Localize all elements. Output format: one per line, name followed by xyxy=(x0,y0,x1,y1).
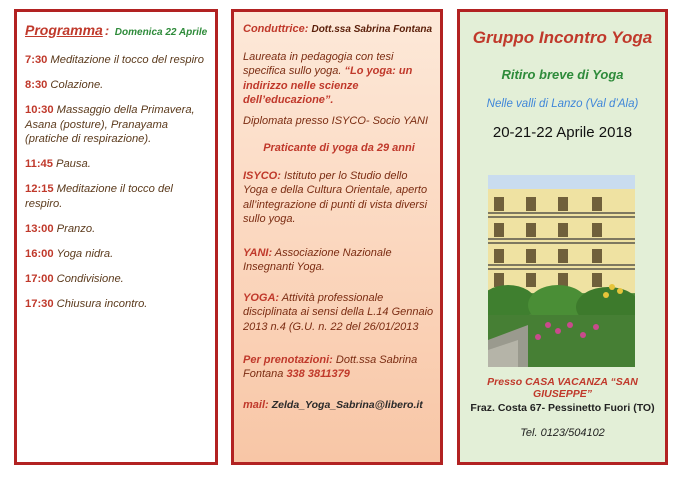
schedule-time: 16:00 xyxy=(25,247,54,260)
conduttrice-line xyxy=(243,22,435,37)
list-item xyxy=(25,78,213,93)
schedule-time: 11:45 xyxy=(25,158,53,170)
list-item xyxy=(25,53,213,68)
isyco-desc: Istituto per lo Studio dello Yoga e della Cultura Orientale, aperto all’integrazione di punti di vista diversi sullo yoga. xyxy=(243,170,428,225)
schedule-text: Colazione. xyxy=(50,79,104,91)
panel-cover xyxy=(457,9,668,465)
conduttrice-name: Dott.ssa Sabrina Fontana xyxy=(311,24,433,35)
list-item xyxy=(25,103,213,147)
mail-line xyxy=(243,398,435,412)
mail-label: mail: xyxy=(243,399,269,411)
schedule-time: 12:15 xyxy=(25,183,54,195)
schedule-time: 10:30 xyxy=(25,104,54,116)
schedule-time: 13:00 xyxy=(25,222,54,235)
list-item xyxy=(25,222,213,237)
schedule-text: Massaggio della Primavera, Asana (posture), Pranayama (pratiche di respirazione). xyxy=(25,104,195,145)
list-item xyxy=(25,182,213,211)
isyco-label: ISYCO: xyxy=(243,170,281,182)
tesi-title: “Lo yoga: un indirizzo nelle scienze dell’educazione”. xyxy=(243,65,413,106)
laureata: Laureata in pedagogia con tesi specifica sullo yoga. xyxy=(243,51,394,78)
list-item xyxy=(25,157,213,172)
conduttrice-colon: : xyxy=(304,23,309,35)
building-illustration xyxy=(488,175,635,367)
yoga-text xyxy=(243,291,435,334)
prenotazioni-text xyxy=(243,353,435,382)
schedule-text: Chiusura incontro. xyxy=(56,297,148,310)
yani-desc: Associazione Nazionale Insegnanti Yoga. xyxy=(243,247,392,274)
list-item xyxy=(25,297,213,312)
list-item xyxy=(25,272,213,287)
schedule-text: Meditazione il tocco del respiro. xyxy=(25,183,173,210)
cover-subtitle: Ritiro breve di Yoga xyxy=(501,67,624,82)
diplomata-text: Diplomata presso ISYCO- Socio YANI xyxy=(243,115,429,127)
schedule-time: 17:30 xyxy=(25,297,54,310)
praticante: Praticante di yoga da 29 anni xyxy=(263,142,415,154)
list-item xyxy=(25,247,213,262)
schedule-text: Pranzo. xyxy=(56,222,96,235)
programma-date: Domenica 22 Aprile xyxy=(114,27,208,38)
laureata-text xyxy=(243,50,435,107)
schedule-time: 7:30 xyxy=(25,54,48,66)
praticante-text xyxy=(243,141,435,155)
cover-dates: 20-21-22 Aprile 2018 xyxy=(492,124,633,141)
isyco-text xyxy=(243,169,435,226)
cover-location: Nelle valli di Lanzo (Val d’Ala) xyxy=(486,98,639,110)
conduttrice-label: Conduttrice xyxy=(243,23,305,35)
panel-info xyxy=(231,9,443,465)
phone-number: 338 3811379 xyxy=(286,368,350,381)
cover-title: Gruppo Incontro Yoga xyxy=(472,28,653,47)
schedule-time: 8:30 xyxy=(25,79,48,91)
schedule-text: Pausa. xyxy=(56,158,91,170)
mail-address[interactable]: Zelda_Yoga_Sabrina@libero.it xyxy=(271,399,423,411)
panel-programma xyxy=(14,9,218,465)
yani-label: YANI: xyxy=(243,247,273,259)
prenotazioni-name: Dott.ssa Sabrina Fontana xyxy=(243,354,418,381)
schedule-text: Condivisione. xyxy=(56,272,124,285)
venue-name: Presso CASA VACANZA “SAN GIUSEPPE” xyxy=(487,376,638,400)
yoga-label: YOGA: xyxy=(243,292,280,304)
building-photo xyxy=(488,175,635,367)
schedule-time: 17:00 xyxy=(25,272,54,285)
programma-heading xyxy=(25,22,207,38)
venue-address: Fraz. Costa 67- Pessinetto Fuori (TO) xyxy=(470,402,655,414)
yoga-desc: Attività professionale disciplinata ai sensi della L.14 Gennaio 2013 n.4 (G.U. n. 22 del 26/01/2013 xyxy=(243,292,434,333)
prenotazioni-label: Per prenotazioni: xyxy=(243,354,333,366)
programma-title: Programma xyxy=(25,22,103,38)
schedule-list xyxy=(25,53,213,322)
schedule-text: Yoga nidra. xyxy=(56,247,114,260)
programma-colon: : xyxy=(104,23,110,38)
venue-phone: Tel. 0123/504102 xyxy=(520,427,605,439)
schedule-text: Meditazione il tocco del respiro xyxy=(50,54,204,66)
yani-text xyxy=(243,246,435,275)
